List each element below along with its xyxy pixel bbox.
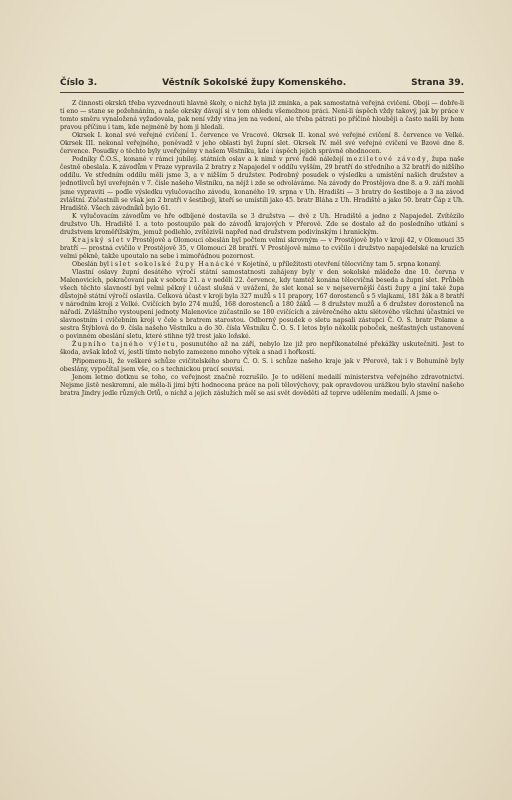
spaced-emphasis-text: Krajský slet	[72, 236, 125, 244]
issue-number: Číslo 3.	[60, 78, 98, 88]
article-body	[60, 100, 464, 778]
page-header	[60, 78, 464, 88]
paragraph-text: , župa naše čestně obeslala. K závodům v Praze vypravila 2 bratry z Napajedel v oddílu vyšším, 29 bratří do středního a 32 bratří do nižšího oddílu. Ve středním oddílu měli jsme 3, a v nižším 5 družstev. Podrobný posudek o výsledku a umístění našich družstev a jednotlivců byl uveřejněn v 7. čísle našeho Věstníku, na nějž i zde se odvoláváme. Na závody do Prostějova dne 8. a 9. září mohli jsme vypraviti — podle výsledku vylučovacího závodu, konaného 19. srpna v Uh. Hradišti — 3 bratry do šestiboje a 3 na závod zvláštní. Zúčastnili se však jen 2 bratři v šestiboji, kteří se umístili jako 45. bratr Bláha z Uh. Hradiště a jako 50. bratr Čáp z Uh. Hradiště. Všech závodníků bylo 61.	[60, 156, 464, 212]
page-number: Strana 39.	[411, 78, 464, 88]
paragraph-text: Obeslán byl i	[72, 260, 115, 268]
spaced-emphasis-text: meziletové závody	[346, 156, 427, 164]
paragraph	[60, 269, 464, 341]
paragraph	[60, 261, 464, 269]
paragraph-text: v Prostějově a Olomouci obeslán byl počtem velmi skrovným — v Prostějově bylo v kroji 42, v Olomouci 35 bratří — prostná cvičilo v Prostějově 35, v Olomouci 28 bratří. V Prostějově mimo to cvičilo i družstvo napajedelské na kruzích velmi pěkně, takže upoutalo na sebe i mimořádnou pozornost.	[60, 236, 464, 260]
paragraph-text: v Kojetíně, u příležitosti otevření tělocvičny tam 5. srpna konaný.	[235, 260, 441, 268]
paragraph-text: Připomenu-li, že veškeré schůze cvičitelského sboru Č. O. S. i schůze našeho kraje jak v Přerově, tak i v Bohumíně byly obeslány, vypočítal jsem vše, co s technickou prací souvisí.	[60, 357, 464, 373]
paragraph-text: Jenom letmo dotknu se toho, co veřejnost značně rozrušilo. Je to udělení medailí ministerstva veřejného zdravotnictví. Nejsme jistě neskromní, ale měla-li jimi býti hodnocena práce na poli tělovýchovy, pak opravdovou urážkou bylo stavění našeho bratra Jindry jedle různých Orlů, o nichž a jejich záslužích měl se asi svět dověděti až teprve udělením medailí. A jsme o-	[60, 373, 464, 397]
paragraph-text: K vylučovacím závodům ve hře odbíjené dostavila se 3 družstva — dvě z Uh. Hradiště a jedno z Napajedel. Zvítězilo družstvo Uh. Hradiště I. a toto postoupilo pak do závodů krajových v Přerově. Zde se dostalo až do posledního utkání s družstvem kroměřížským, jemuž podlehlo, zvítězivši napřed nad družstvem podivínským i hranickým.	[60, 212, 464, 236]
spaced-emphasis-text: slet sokolské župy Hanácké	[114, 260, 236, 268]
paragraph	[60, 100, 464, 132]
paragraph-text: Okrsek I. konal své veřejné cvičení 1. července ve Vracově. Okrsek II. konal své veřejné cvičení 8. července ve Velké. Okrsek III. nekonal veřejného, poněvadž v jeho oblasti byl župní slet. Okrsek IV. měl své veřejné cvičení ve Bzové dne 8. července. Posudky o těchto byly uveřejněny v našem Věstníku, kde i úspěch jejich správně ohodnocen.	[60, 132, 464, 156]
paragraph	[60, 213, 464, 237]
paragraph-text: Z činnosti okrsků třeba vyzvednouti hlavně školy, o nichž byla již zmínka, a pak samostatná veřejná cvičení. Obojí — dobře-li tí eno — stane se požehnáním, a naše okrsky dávají si v tom ohledu všemožnou práci. Není-li úspěch vždy takový, jak by práce v tomto směru vynaložená vyžadovala, pak není vždy vina jen na vedení, ale třeba pátrati po příčině hlouběji a často našli by hom pravou příčinu i tam, kde nejméně by hom ji hledali.	[60, 100, 464, 132]
paragraph	[60, 132, 464, 156]
header-rule	[60, 92, 464, 93]
paragraph	[60, 374, 464, 398]
paragraph-text: , posunutého až na září, nebylo lze již pro nepříkonatelné překážky uskutečniti. Jest to škoda, avšak kdož ví, jestli tímto nebylo zamezeno mnoho výtek a snad i hořkostí.	[60, 341, 464, 357]
paragraph	[60, 341, 464, 357]
spaced-emphasis-text: Župního tajného výletu	[72, 341, 176, 349]
paragraph	[60, 237, 464, 261]
paragraph-text: Podniky Č.O.S., konané v rámci jubilej. státních oslav a k nimž v prvé řadě náležejí	[72, 156, 347, 164]
paragraph	[60, 358, 464, 374]
journal-title: Věstník Sokolské župy Komenského.	[162, 78, 347, 88]
paragraph-text: Vlastní oslavy župní desátého výročí státní samostatnosti zahájeny byly v den sokolské mládeže dne 10. června v Malenovicích, pokračovaní pak v sobotu 21. a v neděli 22. července, kdy tamtéž konána tělocvičná beseda a župní slet. Průběh všech těchto slavností byl velmi pěkný i účast slušná v uvážení, že slet konal se v nejsevernější části župy a jiní také župa důstojně státní výročí oslavila. Celková účast v kroji byla 327 mužů s 11 prapory, 167 dorostenců s 5 vlajkami, 181 žák a 8 bratří v národním kroji z Velké. Cvičících bylo 274 mužů, 168 dorostenců a 180 žáků — 8 družstev mužů a 6 družstev dorostenců na nářadí. Zvláštního vystoupení jednoty Malenovice zúčastnilo se 180 cvičících a závěrečného aktu slétového všichni účastníci ve slavnostním i cvičebním kroji v čele s bratrem starostou. Odborný posudek o sletu napsali zástupci Č. O. S. bratr Polame a sestra Štýblová do 9. čísla našeho Věstníku a do 30. čísla Věstníku Č. O. S. I letos bylo několik poboček, nešťastných ustanovení o povinném obeslání sletu, které stihne týž trest jako loňské.	[60, 268, 464, 341]
paragraph	[60, 156, 464, 212]
